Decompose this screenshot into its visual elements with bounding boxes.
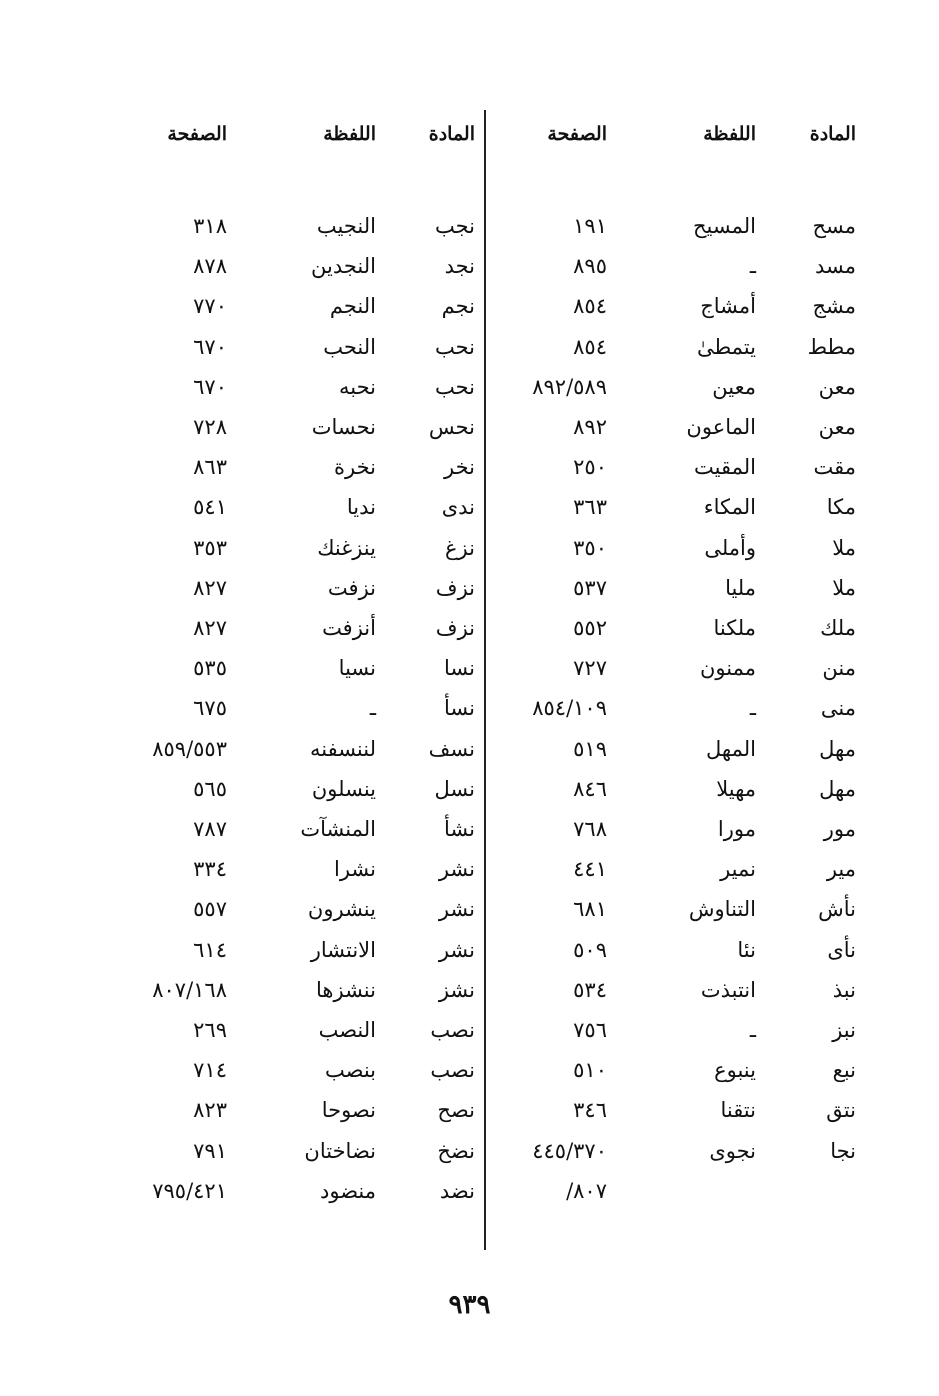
left-safha-cell: ٥٦٥	[193, 776, 227, 801]
left-lafza-cell: المنشآت	[300, 817, 376, 841]
right-madda-cell: مهل	[819, 736, 856, 761]
right-safha-cell: ٧٥٦	[573, 1018, 607, 1042]
left-madda-cell: نجد	[444, 254, 475, 279]
left-safha-cell: ٨٧٨	[193, 254, 227, 279]
left-safha-cell: ٧٢٨	[193, 415, 227, 439]
left-safha-cell: ٧٩٥/٤٢١	[152, 1178, 227, 1203]
right-safha-cell: ٣٦٣	[573, 495, 607, 520]
right-madda-cell: مسد	[814, 254, 856, 279]
left-lafza-cell: بنصب	[324, 1058, 376, 1083]
right-lafza-cell: انتبذت	[700, 977, 756, 1002]
right-madda-cell: ملا	[832, 535, 856, 560]
left-lafza-cell: نخرة	[334, 455, 376, 480]
left-safha-cell: ٧٨٧	[193, 817, 227, 841]
right-lafza-cell: المقيت	[694, 455, 756, 480]
right-madda-cell: معن	[818, 374, 856, 399]
left-safha-cell: ٨٢٣	[193, 1098, 227, 1123]
left-header-madda: المادة	[428, 123, 475, 145]
right-lafza-cell: ينبوع	[714, 1058, 756, 1083]
left-lafza-cell: ينزغنك	[317, 535, 376, 560]
left-madda-cell: نسل	[434, 776, 475, 801]
right-madda-cell: ملك	[820, 616, 856, 640]
right-madda-cell: معن	[818, 415, 856, 439]
left-safha-cell: ٦٧٠	[193, 374, 227, 399]
left-madda-cell: نصب	[430, 1018, 475, 1042]
left-lafza-cell: نزفت	[327, 575, 376, 600]
left-madda-cell: نخر	[444, 455, 475, 480]
left-lafza-cell: النجم	[329, 294, 376, 319]
left-madda-cell: نحب	[434, 374, 475, 399]
right-lafza-cell: نجوى	[709, 1138, 756, 1163]
right-safha-cell: ٨٩٢	[573, 415, 607, 439]
right-madda-cell: نبع	[832, 1058, 856, 1083]
right-safha-cell: ٥٣٤	[573, 977, 607, 1002]
left-safha-cell: ٣١٨	[193, 214, 227, 238]
left-madda-cell: نزغ	[445, 535, 475, 560]
right-safha-cell: ٥٣٧	[573, 575, 607, 600]
left-lafza-cell: النحب	[323, 334, 376, 359]
left-madda-cell: نصب	[430, 1058, 475, 1083]
left-lafza-cell: نديا	[346, 495, 376, 520]
left-safha-cell: ٨٠٧/١٦٨	[152, 977, 227, 1002]
left-header-safha: الصفحة	[167, 123, 227, 145]
right-safha-cell: ١٩١	[573, 214, 607, 238]
right-madda-cell: مقت	[813, 455, 856, 480]
right-lafza-cell: المكاء	[703, 495, 756, 520]
left-lafza-cell: نضاختان	[304, 1138, 376, 1163]
right-madda-cell: نتق	[826, 1098, 856, 1123]
right-safha-cell: ٨٥٤	[573, 334, 607, 359]
right-lafza-cell: نمير	[720, 857, 756, 882]
left-lafza-cell: ينسلون	[311, 776, 376, 801]
left-safha-cell: ٦١٤	[193, 937, 227, 962]
left-safha-cell: ٨٢٧	[193, 575, 227, 600]
left-madda-cell: نجم	[441, 294, 475, 319]
right-safha-cell: ٨٥٤/١٠٩	[532, 696, 607, 721]
right-madda-cell: نأش	[818, 897, 856, 922]
left-madda-cell: نشر	[438, 937, 475, 962]
left-safha-cell: ٨٢٧	[193, 616, 227, 640]
right-safha-cell: ٥١٠	[573, 1058, 607, 1083]
left-madda-cell: ندى	[441, 495, 475, 520]
left-lafza-cell: النجيب	[316, 214, 376, 238]
left-lafza-cell: أنزفت	[322, 616, 376, 640]
left-safha-cell: ٦٧٥	[193, 696, 227, 721]
left-lafza-cell: ننشزها	[316, 977, 376, 1002]
left-lafza-cell: نحسات	[311, 415, 376, 439]
page-number: ٩٣٩	[448, 1290, 491, 1320]
left-safha-cell: ٥٤١	[193, 495, 227, 520]
right-madda-cell: نأى	[827, 937, 856, 962]
right-safha-cell: ٥١٩	[573, 736, 607, 761]
right-lafza-cell: ملكنا	[713, 616, 756, 640]
right-header-madda: المادة	[809, 123, 856, 145]
right-lafza-cell: ـ	[749, 1018, 756, 1042]
left-lafza-cell: النجدين	[311, 254, 376, 279]
left-safha-cell: ٨٥٩/٥٥٣	[152, 736, 227, 761]
left-safha-cell: ٧٧٠	[193, 294, 227, 319]
right-lafza-cell: الماعون	[686, 415, 756, 439]
right-lafza-cell: يتمطىٰ	[696, 334, 756, 359]
right-safha-cell: ٦٨١	[573, 897, 607, 922]
left-lafza-cell: الانتشار	[310, 937, 376, 962]
right-madda-cell: مهل	[819, 776, 856, 801]
right-safha-cell: ٥٥٢	[573, 616, 607, 640]
left-safha-cell: ٥٣٥	[193, 656, 227, 681]
right-lafza-cell: المسيح	[693, 214, 756, 238]
left-madda-cell: نشأ	[444, 817, 475, 841]
left-safha-cell: ٦٧٠	[193, 334, 227, 359]
right-lafza-cell: مهيلا	[716, 776, 756, 801]
right-safha-cell: ٨٠٧/	[566, 1178, 607, 1203]
left-madda-cell: نشر	[438, 857, 475, 882]
right-safha-cell: ٤٤١	[573, 857, 607, 882]
right-lafza-cell: أمشاج	[700, 294, 756, 319]
right-header-safha: الصفحة	[547, 123, 607, 145]
right-safha-cell: ٨٩٢/٥٨٩	[532, 374, 607, 399]
left-madda-cell: نشر	[438, 897, 475, 922]
left-madda-cell: نجب	[434, 214, 475, 238]
left-safha-cell: ٧٩١	[193, 1138, 227, 1163]
right-lafza-cell: ـ	[749, 696, 756, 721]
left-madda-cell: نصح	[437, 1098, 475, 1123]
right-lafza-cell: نتقنا	[720, 1098, 756, 1123]
right-madda-cell: نجا	[830, 1138, 856, 1163]
right-header-lafza: اللفظة	[703, 123, 756, 145]
left-safha-cell: ٣٥٣	[193, 535, 227, 560]
right-lafza-cell: معين	[712, 374, 756, 399]
left-safha-cell: ٢٦٩	[193, 1018, 227, 1042]
left-madda-cell: نزف	[435, 616, 475, 640]
left-lafza-cell: منضود	[320, 1178, 376, 1203]
left-safha-cell: ٧١٤	[193, 1058, 227, 1083]
left-lafza-cell: النصب	[318, 1018, 376, 1042]
left-safha-cell: ٥٥٧	[193, 897, 227, 922]
right-madda-cell: نبز	[832, 1018, 856, 1042]
right-madda-cell: مطط	[807, 334, 856, 359]
right-lafza-cell: ـ	[749, 254, 756, 279]
left-lafza-cell: نسيا	[338, 656, 376, 681]
right-madda-cell: منن	[822, 656, 856, 681]
right-madda-cell: مسح	[812, 214, 856, 238]
right-madda-cell: مور	[823, 817, 856, 841]
right-lafza-cell: وأملى	[704, 535, 756, 560]
right-lafza-cell: التناوش	[688, 897, 756, 922]
left-madda-cell: نحس	[428, 415, 475, 439]
left-lafza-cell: نحبه	[339, 374, 376, 399]
left-lafza-cell: نصوحا	[321, 1098, 376, 1123]
left-madda-cell: نزف	[435, 575, 475, 600]
left-madda-cell: نسا	[444, 656, 475, 681]
left-madda-cell: نسأ	[444, 696, 475, 721]
right-safha-cell: ٧٢٧	[573, 656, 607, 681]
left-madda-cell: نشز	[438, 977, 475, 1002]
right-lafza-cell: مورا	[717, 817, 756, 841]
right-madda-cell: مكا	[826, 495, 856, 520]
right-safha-cell: ٣٥٠	[573, 535, 607, 560]
left-madda-cell: نضخ	[437, 1138, 475, 1163]
left-header-lafza: اللفظة	[323, 123, 376, 145]
right-safha-cell: ٧٦٨	[573, 817, 607, 841]
left-madda-cell: نضد	[439, 1178, 475, 1203]
right-safha-cell: ٨٤٦	[573, 776, 607, 801]
right-safha-cell: ٨٥٤	[573, 294, 607, 319]
right-lafza-cell: المهل	[706, 736, 756, 761]
right-madda-cell: نبذ	[832, 977, 856, 1002]
left-madda-cell: نحب	[434, 334, 475, 359]
right-lafza-cell: مليا	[725, 575, 756, 600]
right-safha-cell: ٤٤٥/٣٧٠	[532, 1138, 607, 1163]
left-lafza-cell: لننسفنه	[309, 736, 376, 761]
left-safha-cell: ٨٦٣	[193, 455, 227, 480]
right-safha-cell: ٨٩٥	[573, 254, 607, 279]
left-madda-cell: نسف	[428, 736, 475, 761]
right-madda-cell: مير	[826, 857, 856, 882]
right-madda-cell: ملا	[832, 575, 856, 600]
right-safha-cell: ٢٥٠	[573, 455, 607, 480]
right-lafza-cell: نئا	[737, 937, 756, 962]
left-lafza-cell: ـ	[369, 696, 376, 721]
right-lafza-cell: ممنون	[700, 656, 756, 681]
right-safha-cell: ٥٠٩	[573, 937, 607, 962]
left-safha-cell: ٣٣٤	[193, 857, 227, 882]
left-lafza-cell: ينشرون	[307, 897, 376, 922]
left-lafza-cell: نشرا	[334, 857, 376, 882]
right-madda-cell: منى	[820, 696, 856, 721]
column-divider	[484, 110, 486, 1250]
right-madda-cell: مشج	[812, 294, 856, 319]
right-safha-cell: ٣٤٦	[573, 1098, 607, 1123]
